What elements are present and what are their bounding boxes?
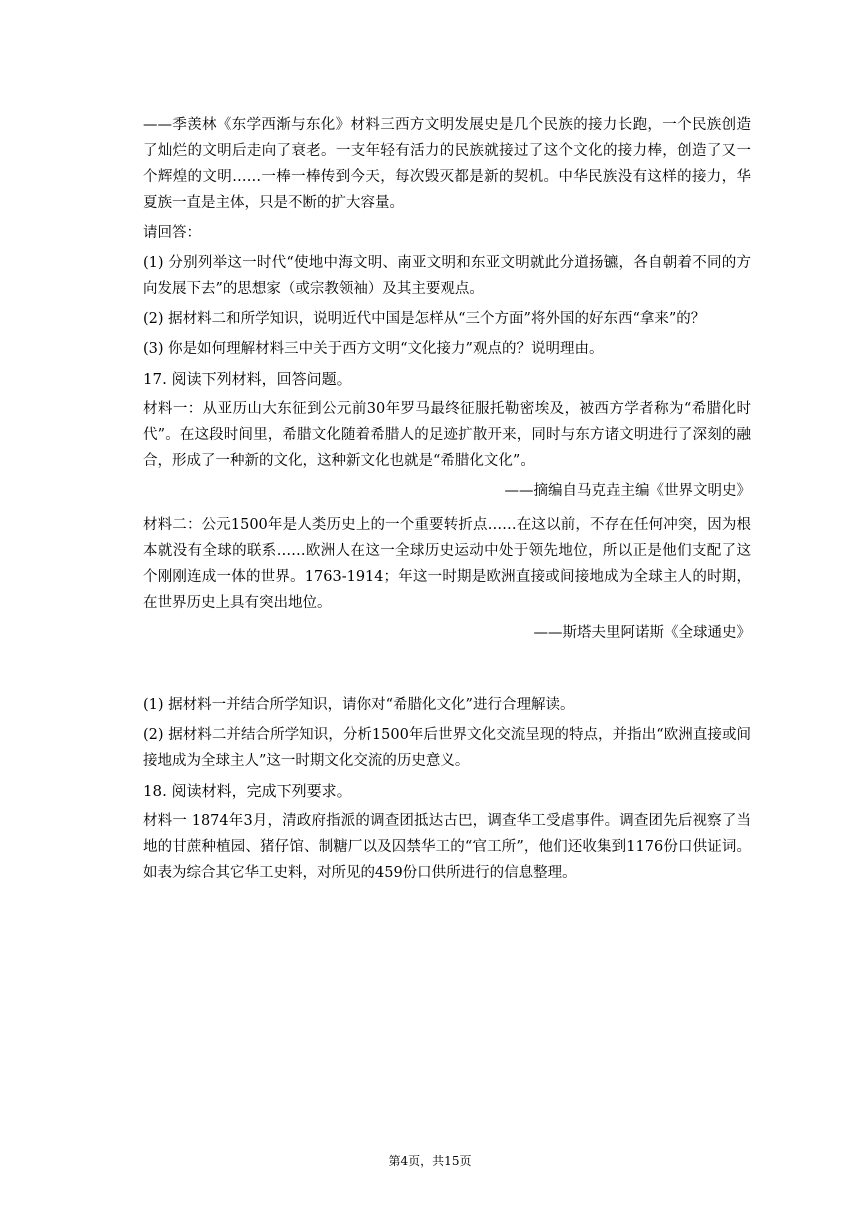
q18-material-one: 材料一 1874年3月，清政府指派的调查团抵达古巴，调查华工受虐事件。调查团先后视察了当地的甘蔗种植园、猪仔馆、制糖厂以及囚禁华工的“官工所”，他们还收集到1176份口供证词。如表为综合其它华工史料，对所见的459份口供所进行的信息整理。 (143, 813, 751, 881)
q17-sub-question-1: (1) 据材料一并结合所学知识，请你对“希腊化文化”进行合理解读。 (143, 697, 575, 713)
sub-question-2: (2) 据材料二和所学知识，说明近代中国是怎样从“三个方面”将外国的好东西“拿来”的？ (143, 311, 706, 327)
material-three-paragraph: ——季羡林《东学西渐与东化》材料三西方文明发展史是几个民族的接力长跑，一个民族创造了灿烂的文明后走向了衰老。一支年轻有活力的民族就接过了这个文化的接力棒，创造了又一个辉煌的文明……一棒一棒传到今天，每次毁灭都是新的契机。中华民族没有这样的接力，华夏族一直是主体，只是不断的扩大容量。 (143, 117, 751, 211)
q17-material-two-source: ——斯塔夫里阿诺斯《全球通史》 (533, 625, 751, 641)
q17-material-one-source: ——摘编自马克垚主编《世界文明史》 (504, 483, 751, 499)
document-body (143, 112, 751, 890)
sub-question-3: (3) 你是如何理解材料三中关于西方文明“文化接力”观点的？说明理由。 (143, 341, 604, 357)
q17-material-two: 材料二：公元1500年是人类历史上的一个重要转折点……在这以前，不存在任何冲突，因为根本就没有全球的联系……欧洲人在这一全球历史运动中处于领先地位，所以正是他们支配了这个刚刚连成一体的世界。1763-1914；年这一时期是欧洲直接或间接地成为全球主人的时期，在世界历史上具有突出地位。 (143, 517, 751, 611)
question-18-heading: 18. 阅读材料，完成下列要求。 (143, 782, 352, 800)
sub-question-1: (1) 分别列举这一时代“使地中海文明、南亚文明和东亚文明就此分道扬镳，各自朝着不同的方向发展下去”的思想家（或宗教领袖）及其主要观点。 (143, 255, 751, 297)
spacer (143, 654, 751, 692)
q17-sub-question-2: (2) 据材料二并结合所学知识，分析1500年后世界文化交流呈现的特点，并指出“欧洲直接或间接地成为全球主人”这一时期文化交流的历史意义。 (143, 727, 751, 769)
question-17-heading: 17. 阅读下列材料，回答问题。 (143, 370, 352, 388)
page-number-footer: 第4页，共15页 (388, 1154, 472, 1168)
q17-material-one: 材料一：从亚历山大东征到公元前30年罗马最终征服托勒密埃及，被西方学者称为“希腊化时代”。在这段时间里，希腊文化随着希腊人的足迹扩散开来，同时与东方诸文明进行了深刻的融合，形成了一种新的文化，这种新文化也就是“希腊化文化”。 (143, 401, 751, 469)
please-answer-label: 请回答： (143, 225, 201, 241)
